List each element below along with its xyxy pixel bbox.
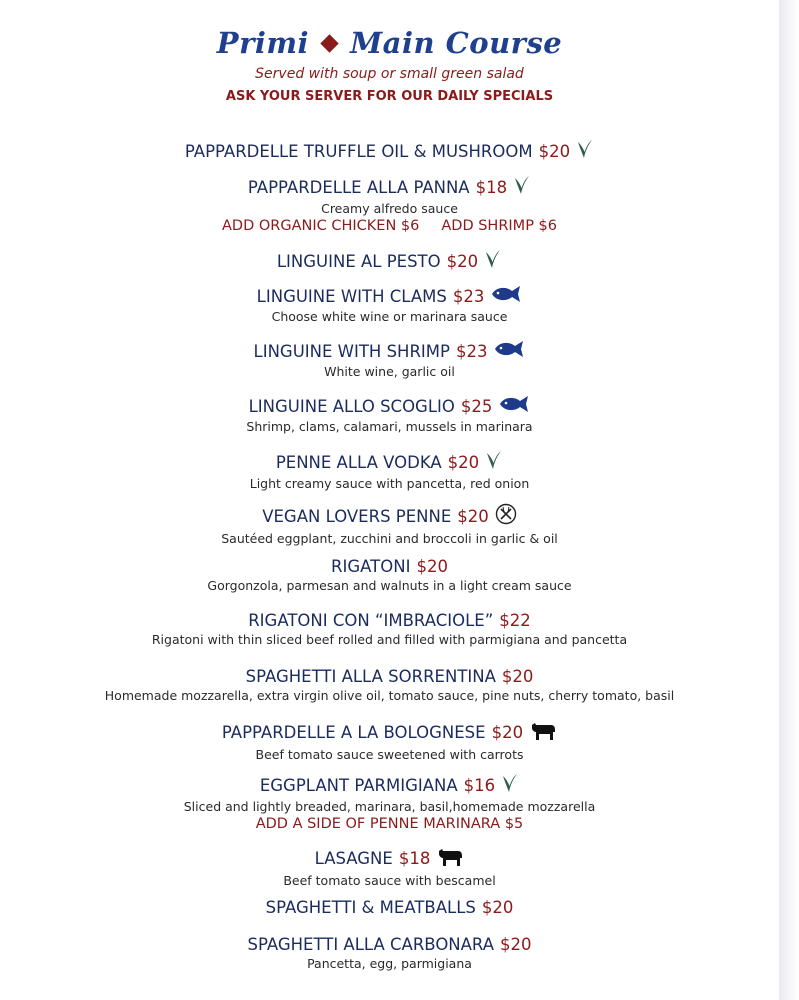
menu-item-description: White wine, garlic oil xyxy=(324,364,455,379)
title-primi: Primi xyxy=(216,26,310,60)
menu-item-name: LASAGNE xyxy=(314,848,393,868)
title-main-course: Main Course xyxy=(350,26,563,60)
menu-item-title xyxy=(257,285,523,307)
menu-item-title xyxy=(248,611,531,630)
menu-item-description: Beef tomato sauce with bescamel xyxy=(283,873,496,888)
menu-item xyxy=(0,845,779,888)
menu-item-name: LINGUINE WITH CLAMS xyxy=(256,286,447,306)
vegetarian-leaf-icon xyxy=(501,773,519,797)
menu-item-name: SPAGHETTI ALLA CARBONARA xyxy=(247,935,495,954)
menu-item-price: $20 xyxy=(457,506,489,526)
diamond-icon xyxy=(320,34,338,52)
menu-item xyxy=(0,773,779,832)
menu-item-price: $20 xyxy=(501,667,534,686)
menu-item xyxy=(0,667,779,703)
menu-item xyxy=(0,935,779,971)
daily-specials-note: ASK YOUR SERVER FOR OUR DAILY SPECIALS xyxy=(225,89,554,104)
menu-item-addons xyxy=(0,816,779,832)
menu-item-price: $20 xyxy=(447,452,480,472)
menu-item-name: SPAGHETTI ALLA SORRENTINA xyxy=(245,667,496,686)
menu-item-title xyxy=(185,139,594,163)
menu-item-title xyxy=(315,845,465,871)
menu-item-name: EGGPLANT PARMIGIANA xyxy=(259,775,458,795)
menu-item-description: Rigatoni with thin sliced beef rolled and filled with parmigiana and pancetta xyxy=(151,632,628,647)
menu-item xyxy=(0,898,779,917)
subtitle: Served with soup or small green salad xyxy=(255,66,524,82)
menu-item-title xyxy=(276,450,503,474)
menu-item-title xyxy=(262,503,517,529)
vegetarian-leaf-icon xyxy=(576,139,594,163)
menu-item-description: Creamy alfredo sauce xyxy=(321,201,458,216)
menu-item xyxy=(0,285,779,324)
menu-item-title xyxy=(277,249,502,273)
menu-item-title xyxy=(266,898,514,917)
menu-item xyxy=(0,175,779,234)
menu-item-description: Homemade mozzarella, extra virgin olive oil, tomato sauce, pine nuts, cherry tomato, basil xyxy=(104,688,675,703)
menu-item-price: $20 xyxy=(416,557,448,576)
menu-item xyxy=(0,450,779,491)
menu-item-title xyxy=(246,667,534,686)
menu-item-description: Sliced and lightly breaded, marinara, basil,homemade mozzarella xyxy=(183,799,596,814)
menu-item-price: $20 xyxy=(481,898,514,917)
addon-option: ADD ORGANIC CHICKEN $6 xyxy=(221,218,420,234)
menu-item-price: $25 xyxy=(460,396,493,416)
fish-icon xyxy=(493,340,525,362)
vegetarian-leaf-icon xyxy=(513,175,531,199)
fish-icon xyxy=(498,395,530,417)
menu-item-title xyxy=(222,719,557,745)
menu-item xyxy=(0,611,779,647)
menu-item-title xyxy=(247,935,531,954)
menu-item-price: $23 xyxy=(455,341,488,361)
menu-item-name: LINGUINE ALLO SCOGLIO xyxy=(248,396,455,416)
menu-item-name: PAPPARDELLE ALLA PANNA xyxy=(247,177,470,197)
menu-item-price: $18 xyxy=(398,848,431,868)
addon-option: ADD A SIDE OF PENNE MARINARA $5 xyxy=(255,816,524,832)
menu-item-title xyxy=(260,773,519,797)
menu-item-description: Gorgonzola, parmesan and walnuts in a light cream sauce xyxy=(207,578,572,593)
menu-item-name: LINGUINE AL PESTO xyxy=(276,251,441,271)
menu-item xyxy=(0,557,779,593)
menu-item-title xyxy=(249,395,531,417)
menu-item-name: VEGAN LOVERS PENNE xyxy=(262,506,452,526)
menu-item-name: RIGATONI CON “IMBRACIOLE” xyxy=(248,611,494,630)
menu-item xyxy=(0,719,779,762)
menu-item-price: $16 xyxy=(463,775,496,795)
addon-option: ADD SHRIMP $6 xyxy=(441,218,557,234)
menu-item-title xyxy=(254,340,526,362)
menu-item-name: PAPPARDELLE TRUFFLE OIL & MUSHROOM xyxy=(184,141,533,161)
menu-item-price: $18 xyxy=(475,177,508,197)
menu-item-name: PAPPARDELLE A LA BOLOGNESE xyxy=(221,722,486,742)
menu-item-name: PENNE ALLA VODKA xyxy=(275,452,442,472)
menu-item-price: $20 xyxy=(491,722,524,742)
menu-item-description: Sautéed eggplant, zucchini and broccoli in garlic & oil xyxy=(221,531,558,546)
menu-item-name: LINGUINE WITH SHRIMP xyxy=(253,341,450,361)
menu-item-addons xyxy=(0,218,779,234)
page-title xyxy=(217,26,562,60)
menu-item-price: $20 xyxy=(446,251,479,271)
menu-item xyxy=(0,340,779,379)
beef-icon xyxy=(436,845,464,871)
menu-item xyxy=(0,139,779,163)
menu-item-description: Beef tomato sauce sweetened with carrots xyxy=(255,747,524,762)
vegan-icon xyxy=(495,503,517,529)
vegetarian-leaf-icon xyxy=(485,450,503,474)
page-edge-shadow xyxy=(779,0,799,1000)
vegetarian-leaf-icon xyxy=(484,249,502,273)
menu-item-description: Choose white wine or marinara sauce xyxy=(271,309,508,324)
fish-icon xyxy=(490,285,522,307)
beef-icon xyxy=(529,719,557,745)
menu-item-price: $20 xyxy=(500,935,532,954)
menu-item-name: SPAGHETTI & MEATBALLS xyxy=(265,898,476,917)
menu-item-title xyxy=(248,175,531,199)
menu-item-price: $23 xyxy=(452,286,485,306)
menu-header xyxy=(0,26,779,104)
menu-item-description: Shrimp, clams, calamari, mussels in marinara xyxy=(246,419,533,434)
menu-item xyxy=(0,395,779,434)
menu-item xyxy=(0,503,779,546)
menu-item-price: $20 xyxy=(538,141,571,161)
menu-item-price: $22 xyxy=(499,611,531,630)
menu-item xyxy=(0,249,779,273)
menu-item-title xyxy=(331,557,448,576)
menu-item-description: Pancetta, egg, parmigiana xyxy=(307,956,472,971)
menu-item-description: Light creamy sauce with pancetta, red onion xyxy=(249,476,530,491)
menu-item-name: RIGATONI xyxy=(331,557,411,576)
